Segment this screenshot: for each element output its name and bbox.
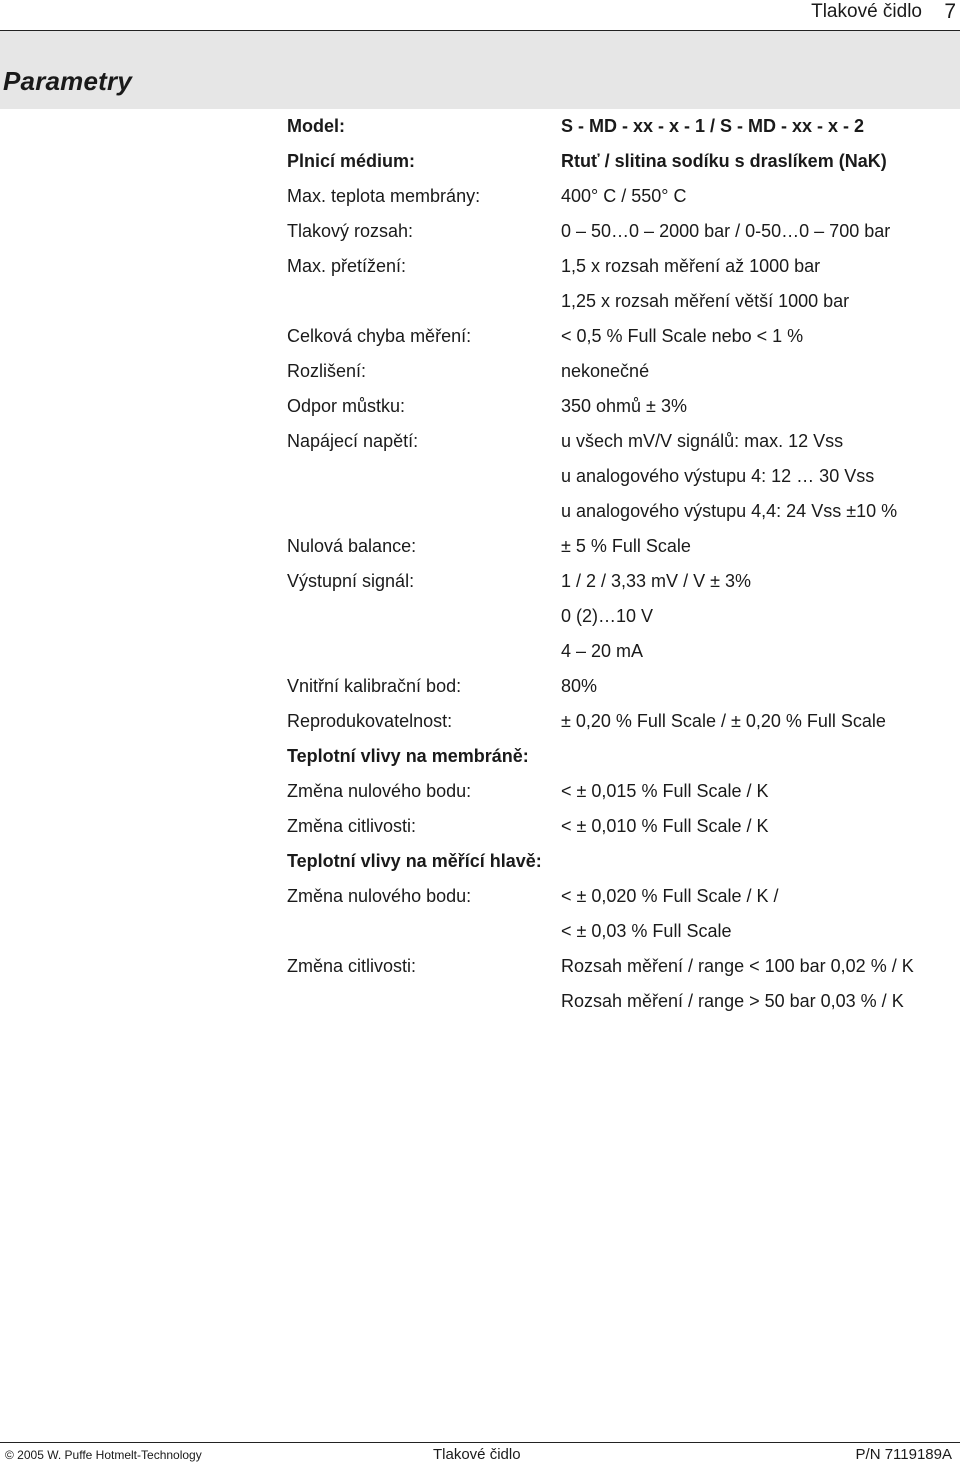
- parameter-label: Plnicí médium:: [287, 151, 416, 171]
- parameter-value: < 0,5 % Full Scale nebo < 1 %: [561, 326, 804, 346]
- parameter-row: [287, 774, 960, 809]
- parameter-value: 0 (2)…10 V: [561, 606, 654, 626]
- page-footer: [0, 1446, 960, 1465]
- parameter-label: Odpor můstku:: [287, 396, 406, 416]
- section-heading: Teplotní vlivy na membráně:: [287, 746, 529, 766]
- parameter-value: nekonečné: [561, 361, 650, 381]
- parameter-label: Reprodukovatelnost:: [287, 711, 453, 731]
- parameter-row: [287, 564, 960, 599]
- page-number: 7: [944, 0, 956, 23]
- parameter-label: Změna nulového bodu:: [287, 781, 472, 801]
- parameter-label: Tlakový rozsah:: [287, 221, 414, 241]
- parameter-value: ± 5 % Full Scale: [561, 536, 691, 556]
- parameter-value: u analogového výstupu 4,4: 24 Vss ±10 %: [561, 501, 898, 521]
- parameter-row: [287, 599, 960, 634]
- parameter-value: u všech mV/V signálů: max. 12 Vss: [561, 431, 844, 451]
- parameter-row: [287, 704, 960, 739]
- parameter-value: ± 0,20 % Full Scale / ± 0,20 % Full Scale: [561, 711, 886, 731]
- parameter-value: < ± 0,03 % Full Scale: [561, 921, 732, 941]
- parameter-value: 1,25 x rozsah měření větší 1000 bar: [561, 291, 850, 311]
- parameter-label: Nulová balance:: [287, 536, 417, 556]
- parameter-label: Změna citlivosti:: [287, 816, 417, 836]
- parameter-label: Celková chyba měření:: [287, 326, 472, 346]
- parameter-value: 4 – 20 mA: [561, 641, 644, 661]
- parameter-value: Rtuť / slitina sodíku s draslíkem (NaK): [561, 151, 887, 171]
- parameter-row: [287, 319, 960, 354]
- parameter-row: [287, 109, 960, 144]
- section-heading: Teplotní vlivy na měřící hlavě:: [287, 851, 542, 871]
- section-heading-row: [287, 739, 960, 774]
- parameter-row: [287, 354, 960, 389]
- footer-copyright: © 2005 W. Puffe Hotmelt-Technology: [5, 1448, 202, 1462]
- header-title: Tlakové čidlo: [811, 1, 922, 22]
- page-title: Parametry: [3, 66, 132, 96]
- parameter-row: [287, 984, 960, 1019]
- parameter-row: [287, 389, 960, 424]
- parameter-value: < ± 0,020 % Full Scale / K /: [561, 886, 779, 906]
- parameter-label: Max. teplota membrány:: [287, 186, 481, 206]
- parameter-value: S - MD - xx - x - 1 / S - MD - xx - x - 2: [561, 116, 865, 136]
- parameter-value: < ± 0,010 % Full Scale / K: [561, 816, 769, 836]
- parameter-value: 400° C / 550° C: [561, 186, 687, 206]
- parameter-row: [287, 179, 960, 214]
- parameter-value: Rozsah měření / range > 50 bar 0,03 % / K: [561, 991, 904, 1011]
- footer-part-number: P/N 7119189A: [855, 1446, 952, 1463]
- parameter-row: [287, 879, 960, 914]
- title-band: [0, 31, 960, 109]
- parameter-value: 350 ohmů ± 3%: [561, 396, 687, 416]
- footer-title: Tlakové čidlo: [433, 1446, 521, 1463]
- parameter-row: [287, 809, 960, 844]
- parameter-value: 1 / 2 / 3,33 mV / V ± 3%: [561, 571, 751, 591]
- parameter-row: [287, 424, 960, 459]
- parameter-value: Rozsah měření / range < 100 bar 0,02 % / K: [561, 956, 914, 976]
- parameter-row: [287, 249, 960, 284]
- parameter-label: Model:: [287, 116, 345, 136]
- parameter-row: [287, 634, 960, 669]
- parameter-row: [287, 214, 960, 249]
- parameter-label: Změna citlivosti:: [287, 956, 417, 976]
- page-header: [0, 0, 960, 28]
- parameter-value: 1,5 x rozsah měření až 1000 bar: [561, 256, 821, 276]
- parameter-label: Vnitřní kalibrační bod:: [287, 676, 462, 696]
- parameter-value: u analogového výstupu 4: 12 … 30 Vss: [561, 466, 875, 486]
- parameter-label: Napájecí napětí:: [287, 431, 419, 451]
- parameter-label: Max. přetížení:: [287, 256, 407, 276]
- parameter-value: 0 – 50…0 – 2000 bar / 0-50…0 – 700 bar: [561, 221, 891, 241]
- parameter-row: [287, 669, 960, 704]
- parameter-list: [287, 109, 960, 1019]
- section-heading-row: [287, 844, 960, 879]
- parameter-row: [287, 529, 960, 564]
- parameter-row: [287, 459, 960, 494]
- parameter-row: [287, 494, 960, 529]
- parameter-label: Rozlišení:: [287, 361, 367, 381]
- parameter-label: Výstupní signál:: [287, 571, 415, 591]
- footer-divider: [0, 1442, 960, 1443]
- parameter-row: [287, 949, 960, 984]
- parameter-row: [287, 284, 960, 319]
- parameter-value: < ± 0,015 % Full Scale / K: [561, 781, 769, 801]
- parameter-row: [287, 914, 960, 949]
- parameter-value: 80%: [561, 676, 598, 696]
- parameter-row: [287, 144, 960, 179]
- parameter-label: Změna nulového bodu:: [287, 886, 472, 906]
